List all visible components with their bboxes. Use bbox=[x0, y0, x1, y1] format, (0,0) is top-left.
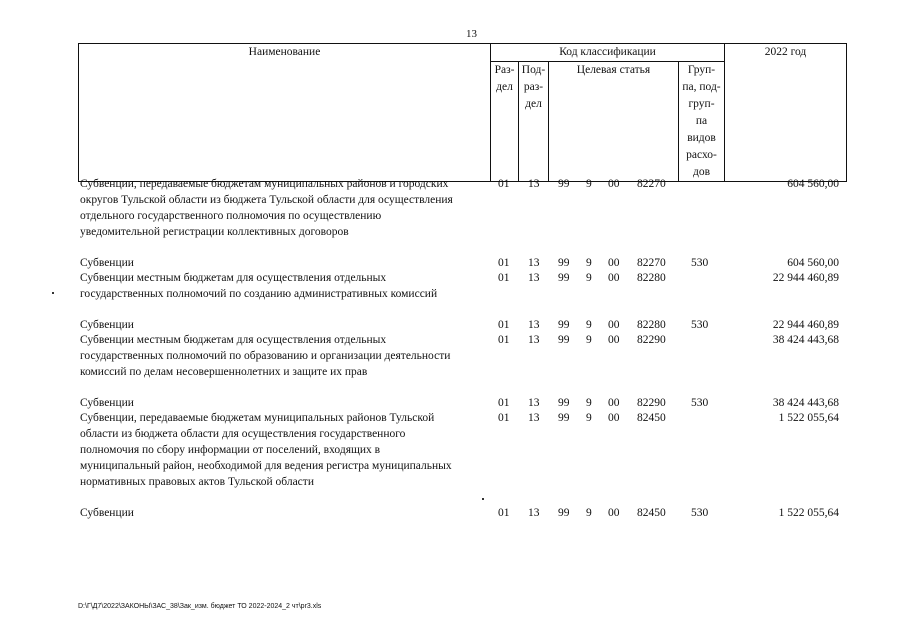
razdel-code: 01 bbox=[498, 507, 510, 519]
target-code-part-1: 99 bbox=[558, 334, 570, 346]
target-code-part-3: 00 bbox=[608, 397, 620, 409]
razdel-code: 01 bbox=[498, 412, 510, 424]
podrazdel-code: 13 bbox=[528, 412, 540, 424]
target-code-part-3: 00 bbox=[608, 319, 620, 331]
row-name: Субвенции местным бюджетам для осуществления отдельных государственных полномочий по созданию административных комиссий bbox=[80, 272, 438, 300]
podrazdel-code: 13 bbox=[528, 397, 540, 409]
razdel-code: 01 bbox=[498, 178, 510, 190]
scan-speck bbox=[52, 292, 54, 294]
footer-file-path: D:\Г\Д7\2022\ЗАКОНЫ\ЗАС_38\Зак_изм. бюджет ТО 2022-2024_2 чт\pr3.xls bbox=[78, 603, 322, 610]
target-code-part-4: 82280 bbox=[637, 319, 666, 331]
header-code-group: Код классификации bbox=[491, 44, 725, 62]
table-row bbox=[80, 255, 839, 271]
podrazdel-code: 13 bbox=[528, 507, 540, 519]
header-name: Наименование bbox=[79, 44, 491, 182]
table-row bbox=[80, 505, 839, 521]
header-table bbox=[78, 43, 847, 182]
row-name: Субвенции, передаваемые бюджетам муниципальных районов и городских округов Тульской области из бюджета Тульской области для осуществления отдельного государственного полномочия по осуществлению уведомительной регистрации коллективных договоров bbox=[80, 178, 453, 238]
target-code-part-1: 99 bbox=[558, 397, 570, 409]
row-name: Субвенции, передаваемые бюджетам муниципальных районов Тульской области из бюджета области для осуществления государственного полномочия по сбору информации от поселений, входящих в муниципальный район, необходимой для ведения регистра муниципальных нормативных правовых актов Тульской области bbox=[80, 412, 452, 488]
header-target-article: Целевая статья bbox=[549, 62, 679, 182]
target-code-part-2: 9 bbox=[586, 334, 592, 346]
scan-speck bbox=[482, 498, 484, 500]
amount: 22 944 460,89 bbox=[772, 319, 839, 331]
page-number: 13 bbox=[466, 28, 477, 40]
amount: 38 424 443,68 bbox=[772, 397, 839, 409]
target-code-part-4: 82290 bbox=[637, 397, 666, 409]
amount: 22 944 460,89 bbox=[772, 272, 839, 284]
razdel-code: 01 bbox=[498, 334, 510, 346]
expense-group-code: 530 bbox=[691, 507, 709, 519]
expense-group-code: 530 bbox=[691, 257, 709, 269]
target-code-part-3: 00 bbox=[608, 178, 620, 190]
target-code-part-3: 00 bbox=[608, 272, 620, 284]
row-name: Субвенции местным бюджетам для осуществления отдельных государственных полномочий по образованию и организации деятельности комиссий по делам несовершеннолетних и защите их прав bbox=[80, 334, 451, 378]
amount: 38 424 443,68 bbox=[772, 334, 839, 346]
target-code-part-3: 00 bbox=[608, 334, 620, 346]
amount: 1 522 055,64 bbox=[778, 412, 839, 424]
table-row bbox=[80, 176, 839, 238]
razdel-code: 01 bbox=[498, 319, 510, 331]
razdel-code: 01 bbox=[498, 257, 510, 269]
target-code-part-3: 00 bbox=[608, 412, 620, 424]
target-code-part-2: 9 bbox=[586, 178, 592, 190]
podrazdel-code: 13 bbox=[528, 178, 540, 190]
expense-group-code: 530 bbox=[691, 319, 709, 331]
target-code-part-4: 82280 bbox=[637, 272, 666, 284]
header-year: 2022 год bbox=[725, 44, 847, 182]
target-code-part-4: 82290 bbox=[637, 334, 666, 346]
row-name: Субвенции bbox=[80, 257, 134, 269]
target-code-part-1: 99 bbox=[558, 272, 570, 284]
row-name: Субвенции bbox=[80, 507, 134, 519]
podrazdel-code: 13 bbox=[528, 272, 540, 284]
target-code-part-1: 99 bbox=[558, 412, 570, 424]
amount: 1 522 055,64 bbox=[778, 507, 839, 519]
table-row bbox=[80, 395, 839, 411]
table-row bbox=[80, 410, 839, 488]
target-code-part-1: 99 bbox=[558, 507, 570, 519]
target-code-part-2: 9 bbox=[586, 412, 592, 424]
target-code-part-4: 82270 bbox=[637, 178, 666, 190]
podrazdel-code: 13 bbox=[528, 319, 540, 331]
table-row bbox=[80, 270, 839, 300]
target-code-part-2: 9 bbox=[586, 319, 592, 331]
target-code-part-2: 9 bbox=[586, 397, 592, 409]
header-group: Груп- па, под- груп- па видов расхо- дов bbox=[679, 62, 725, 182]
target-code-part-4: 82450 bbox=[637, 412, 666, 424]
row-name: Субвенции bbox=[80, 397, 134, 409]
razdel-code: 01 bbox=[498, 397, 510, 409]
target-code-part-1: 99 bbox=[558, 319, 570, 331]
podrazdel-code: 13 bbox=[528, 334, 540, 346]
target-code-part-2: 9 bbox=[586, 507, 592, 519]
target-code-part-1: 99 bbox=[558, 257, 570, 269]
target-code-part-2: 9 bbox=[586, 272, 592, 284]
target-code-part-3: 00 bbox=[608, 257, 620, 269]
podrazdel-code: 13 bbox=[528, 257, 540, 269]
target-code-part-4: 82270 bbox=[637, 257, 666, 269]
header-podrazdel: Под- раз- дел bbox=[519, 62, 549, 182]
expense-group-code: 530 bbox=[691, 397, 709, 409]
row-name: Субвенции bbox=[80, 319, 134, 331]
amount: 604 560,00 bbox=[787, 178, 839, 190]
target-code-part-3: 00 bbox=[608, 507, 620, 519]
table-row bbox=[80, 317, 839, 333]
table-row bbox=[80, 332, 839, 378]
header-razdel: Раз- дел bbox=[491, 62, 519, 182]
target-code-part-1: 99 bbox=[558, 178, 570, 190]
target-code-part-2: 9 bbox=[586, 257, 592, 269]
target-code-part-4: 82450 bbox=[637, 507, 666, 519]
razdel-code: 01 bbox=[498, 272, 510, 284]
amount: 604 560,00 bbox=[787, 257, 839, 269]
